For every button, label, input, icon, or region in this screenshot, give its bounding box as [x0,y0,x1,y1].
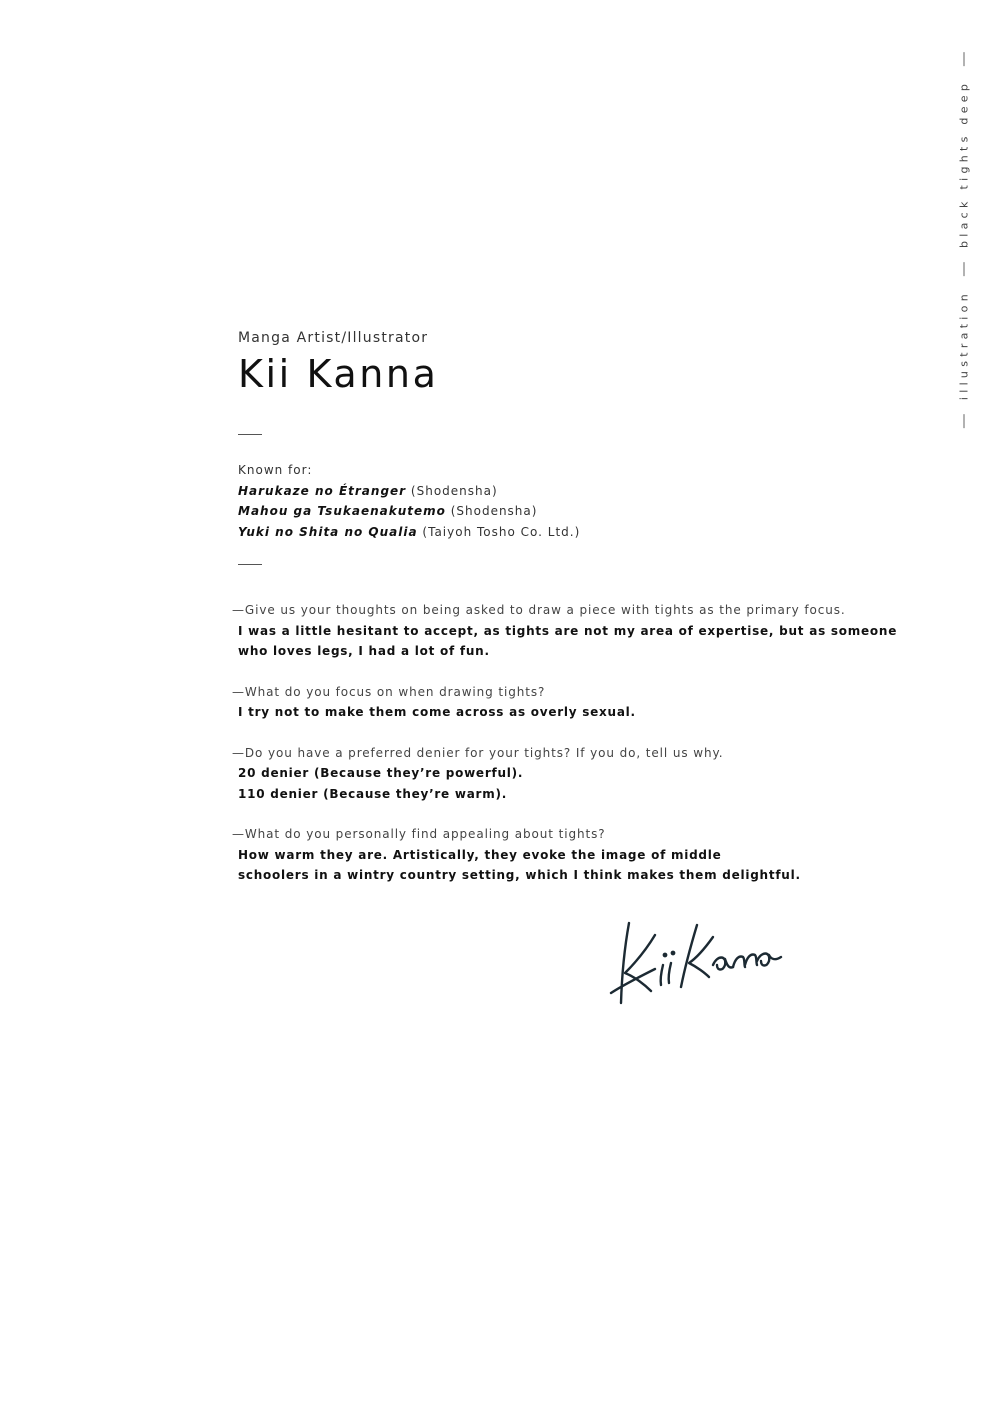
interview-answer-line: 110 denier (Because they’re warm). [238,786,508,801]
interview-answer-line: I was a little hesitant to accept, as tights are not my area of expertise, but as someone [238,623,898,638]
artist-name: Kii Kanna [238,352,439,396]
side-divider [964,262,965,276]
interview-answer-line: 20 denier (Because they’re powerful). [238,766,524,780]
divider [238,564,262,565]
work-publisher: (Taiyoh Tosho Co. Ltd.) [422,524,581,539]
known-for-label: Known for: [238,463,313,477]
known-work-item [238,522,580,543]
divider [238,434,262,435]
work-title: Mahou ga Tsukaenakutemo [238,504,446,518]
side-label-section: illustration [957,290,971,401]
known-work-item [238,481,580,502]
interview-question: —What do you personally find appealing about tights? [232,827,606,841]
interview-item [232,743,852,805]
work-title: Harukaze no Étranger [238,483,407,498]
signature [605,915,790,1010]
interview-answer-line: How warm they are. Artistically, they evoke the image of middle [238,847,722,862]
interview-question: —Do you have a preferred denier for your tights? If you do, tell us why. [232,745,724,760]
side-label-title: black tights deep [957,79,971,249]
interview-item [232,682,852,723]
side-label [958,52,971,428]
interview-item [232,600,898,662]
interview-question: —Give us your thoughts on being asked to draw a piece with tights as the primary focus. [232,603,846,617]
interview-answer-line: schoolers in a wintry country setting, which I think makes them delightful. [238,868,801,882]
interview-answer-line: who loves legs, I had a lot of fun. [238,644,490,658]
interview-item [232,824,852,886]
interview-answer-line: I try not to make them come across as overly sexual. [238,705,636,719]
artist-role: Manga Artist/Illustrator [238,330,429,346]
known-work-item [238,501,580,522]
interview-question: —What do you focus on when drawing tights? [232,684,546,699]
work-title: Yuki no Shita no Qualia [238,524,418,539]
side-divider [964,414,965,428]
known-for-section [238,460,580,542]
work-publisher: (Shodensha) [410,483,498,498]
work-publisher: (Shodensha) [450,504,538,518]
side-divider [964,52,965,66]
interview-section [232,600,898,906]
